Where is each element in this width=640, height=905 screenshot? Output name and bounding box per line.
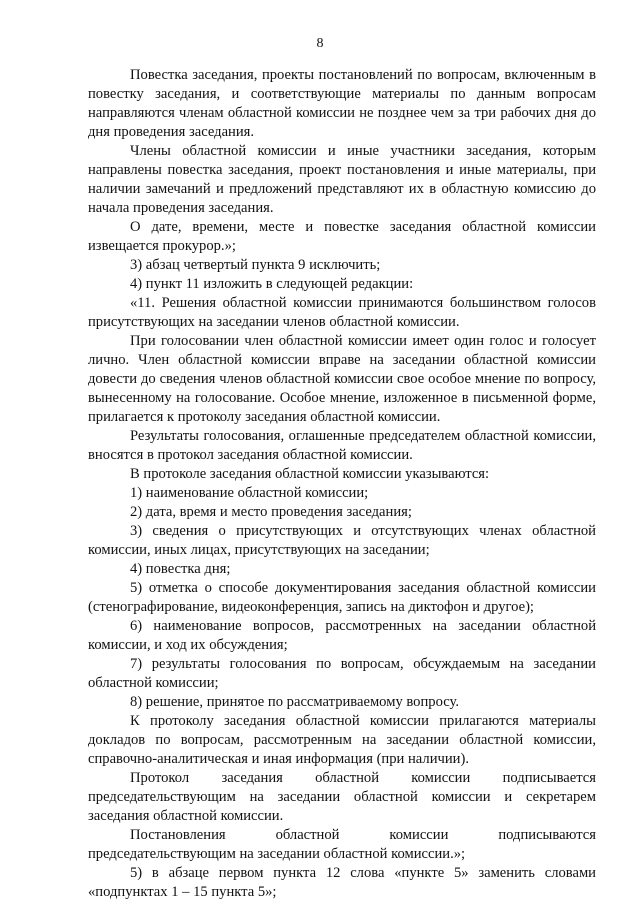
paragraph: Результаты голосования, оглашенные председателем областной комиссии, вносятся в протокол заседания областной комиссии. [88,428,596,463]
document-body [88,66,596,902]
paragraph: К протоколу заседания областной комиссии прилагаются материалы докладов по вопросам, рассмотренным на заседании областной комиссии, справочно-аналитическая и иная информация (при наличии). [88,713,596,767]
list-item: 5) отметка о способе документирования заседания областной комиссии (стенографирование, видеоконференция, запись на диктофон и другое); [88,580,596,615]
list-item: 1) наименование областной комиссии; [130,485,369,501]
page-number: 8 [316,36,324,51]
paragraph: При голосовании член областной комиссии имеет один голос и голосует лично. Член областной комиссии вправе на заседании областной комиссии довести до сведения членов областной комиссии свое особое мнение по вопросу, вынесенному на голосование. Особое мнение, изложенное в письменной форме, прилагается к протоколу заседания областной комиссии. [88,333,596,425]
paragraph: Постановления областной комиссии подписываются председательствующим на заседании областной комиссии.»; [88,827,596,862]
list-item: 6) наименование вопросов, рассмотренных на заседании областной комиссии, и ход их обсуждения; [88,618,596,653]
paragraph: 3) абзац четвертый пункта 9 исключить; [130,257,381,273]
paragraph: Члены областной комиссии и иные участники заседания, которым направлены повестка заседания, проект постановления и иные материалы, при наличии замечаний и предложений представляют их в областную комиссию до начала проведения заседания. [88,143,596,216]
list-item: 3) сведения о присутствующих и отсутствующих членах областной комиссии, иных лицах, присутствующих на заседании; [88,523,596,558]
paragraph: «11. Решения областной комиссии принимаются большинством голосов присутствующих на заседании членов областной комиссии. [88,295,596,330]
paragraph: 4) пункт 11 изложить в следующей редакции: [130,276,414,292]
list-item: 8) решение, принятое по рассматриваемому вопросу. [130,694,460,710]
paragraph: Повестка заседания, проекты постановлений по вопросам, включенным в повестку заседания, и соответствующие материалы по данным вопросам направляются членам областной комиссии не позднее чем за три рабочих дня до дня проведения заседания. [88,67,596,140]
paragraph: Протокол заседания областной комиссии подписывается председательствующим на заседании областной комиссии и секретарем заседания областной комиссии. [88,770,596,824]
list-item: 4) повестка дня; [130,561,231,577]
list-item: 2) дата, время и место проведения заседания; [130,504,412,520]
paragraph: О дате, времени, месте и повестке заседания областной комиссии извещается прокурор.»; [88,219,596,254]
paragraph: 5) в абзаце первом пункта 12 слова «пункте 5» заменить словами «подпунктах 1 – 15 пункта 5»; [88,865,596,900]
paragraph: В протоколе заседания областной комиссии указываются: [130,466,490,482]
list-item: 7) результаты голосования по вопросам, обсуждаемым на заседании областной комиссии; [88,656,596,691]
